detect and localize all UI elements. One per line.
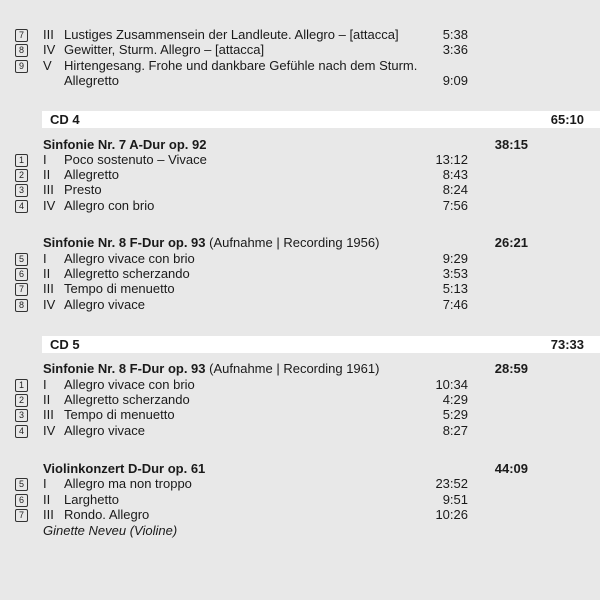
movement-number: I [43, 377, 47, 392]
track-row-continuation [0, 73, 600, 89]
work-header [0, 461, 600, 477]
track-duration: 9:51 [442, 492, 468, 507]
performer-credit: Ginette Neveu (Violine) [43, 523, 178, 538]
track-row [0, 297, 600, 313]
track-duration: 23:52 [435, 476, 468, 491]
movement-number: IV [43, 198, 56, 213]
cd-total-time: 73:33 [550, 337, 584, 352]
work-note: (Aufnahme | Recording 1956) [205, 235, 380, 250]
track-row [0, 392, 600, 408]
track-row [0, 182, 600, 198]
track-row [0, 251, 600, 267]
track-title: Allegro vivace [64, 297, 145, 312]
work-total-time: 28:59 [494, 361, 528, 376]
work-title: Sinfonie Nr. 8 F-Dur op. 93 (Aufnahme | Recording 1956) [43, 235, 380, 250]
cd-label: CD 4 [50, 112, 80, 127]
track-duration: 7:46 [442, 297, 468, 312]
cd-total-time: 65:10 [550, 112, 584, 127]
movement-number: III [43, 27, 54, 42]
track-title: Allegro ma non troppo [64, 476, 192, 491]
track-number: 6 [15, 268, 28, 281]
movement-number: III [43, 281, 54, 296]
track-number: 1 [15, 379, 28, 392]
work-note: (Aufnahme | Recording 1961) [205, 361, 380, 376]
track-title: Rondo. Allegro [64, 507, 150, 522]
track-number: 5 [15, 478, 28, 491]
track-title-continued: Allegretto [64, 73, 119, 88]
track-title: Tempo di menuetto [64, 407, 175, 422]
movement-number: I [43, 476, 47, 491]
track-title: Allegro vivace [64, 423, 145, 438]
movement-number: I [43, 251, 47, 266]
track-number: 3 [15, 184, 28, 197]
movement-number: IV [43, 423, 56, 438]
track-number: 8 [15, 299, 28, 312]
cd-header [42, 336, 600, 353]
movement-number: II [43, 492, 51, 507]
track-title: Poco sostenuto – Vivace [64, 152, 207, 167]
track-duration: 8:24 [442, 182, 468, 197]
track-number: 9 [15, 60, 28, 73]
track-title: Gewitter, Sturm. Allegro – [attacca] [64, 42, 265, 57]
track-row [0, 507, 600, 523]
track-title: Presto [64, 182, 102, 197]
cd-label: CD 5 [50, 337, 80, 352]
track-title: Hirtengesang. Frohe und dankbare Gefühle nach dem Sturm. [64, 58, 418, 73]
work-header [0, 137, 600, 153]
work-header [0, 361, 600, 377]
movement-number: II [43, 392, 51, 407]
track-row [0, 407, 600, 423]
track-row [0, 476, 600, 492]
track-title: Larghetto [64, 492, 119, 507]
cd-header [42, 111, 600, 128]
movement-number: V [43, 58, 52, 73]
track-row [0, 377, 600, 393]
track-title: Allegretto [64, 167, 119, 182]
track-duration: 10:34 [435, 377, 468, 392]
track-number: 6 [15, 494, 28, 507]
movement-number: II [43, 167, 51, 182]
work-header [0, 235, 600, 251]
track-number: 4 [15, 425, 28, 438]
track-duration: 8:27 [442, 423, 468, 438]
track-title: Allegro vivace con brio [64, 377, 195, 392]
track-number: 1 [15, 154, 28, 167]
track-number: 7 [15, 29, 28, 42]
track-duration: 3:53 [442, 266, 468, 281]
track-row [0, 281, 600, 297]
track-duration: 5:38 [442, 27, 468, 42]
track-number: 2 [15, 169, 28, 182]
track-duration: 7:56 [442, 198, 468, 213]
movement-number: II [43, 266, 51, 281]
track-row [0, 42, 600, 58]
track-number: 5 [15, 253, 28, 266]
track-row [0, 423, 600, 439]
track-row [0, 492, 600, 508]
track-duration: 5:29 [442, 407, 468, 422]
track-row [0, 58, 600, 74]
track-number: 3 [15, 409, 28, 422]
track-row [0, 27, 600, 43]
track-number: 2 [15, 394, 28, 407]
movement-number: III [43, 182, 54, 197]
track-row [0, 266, 600, 282]
track-number: 7 [15, 509, 28, 522]
track-title: Lustiges Zusammensein der Landleute. Allegro – [attacca] [64, 27, 399, 42]
work-total-time: 26:21 [494, 235, 528, 250]
track-title: Allegro con brio [64, 198, 155, 213]
track-row [0, 167, 600, 183]
track-title: Allegretto scherzando [64, 266, 190, 281]
track-duration: 8:43 [442, 167, 468, 182]
movement-number: IV [43, 297, 56, 312]
track-number: 8 [15, 44, 28, 57]
track-title: Allegretto scherzando [64, 392, 190, 407]
track-duration: 5:13 [442, 281, 468, 296]
work-total-time: 38:15 [494, 137, 528, 152]
track-row [0, 152, 600, 168]
track-duration: 9:29 [442, 251, 468, 266]
track-duration: 4:29 [442, 392, 468, 407]
track-number: 4 [15, 200, 28, 213]
track-number: 7 [15, 283, 28, 296]
movement-number: I [43, 152, 47, 167]
work-title: Sinfonie Nr. 7 A-Dur op. 92 [43, 137, 207, 152]
movement-number: IV [43, 42, 56, 57]
track-title: Allegro vivace con brio [64, 251, 195, 266]
performer-row [0, 523, 600, 539]
track-row [0, 198, 600, 214]
track-duration: 10:26 [435, 507, 468, 522]
work-title: Violinkonzert D-Dur op. 61 [43, 461, 206, 476]
work-title: Sinfonie Nr. 8 F-Dur op. 93 (Aufnahme | Recording 1961) [43, 361, 380, 376]
track-duration: 3:36 [442, 42, 468, 57]
movement-number: III [43, 407, 54, 422]
track-duration: 13:12 [435, 152, 468, 167]
track-duration: 9:09 [442, 73, 468, 88]
track-title: Tempo di menuetto [64, 281, 175, 296]
work-total-time: 44:09 [494, 461, 528, 476]
movement-number: III [43, 507, 54, 522]
